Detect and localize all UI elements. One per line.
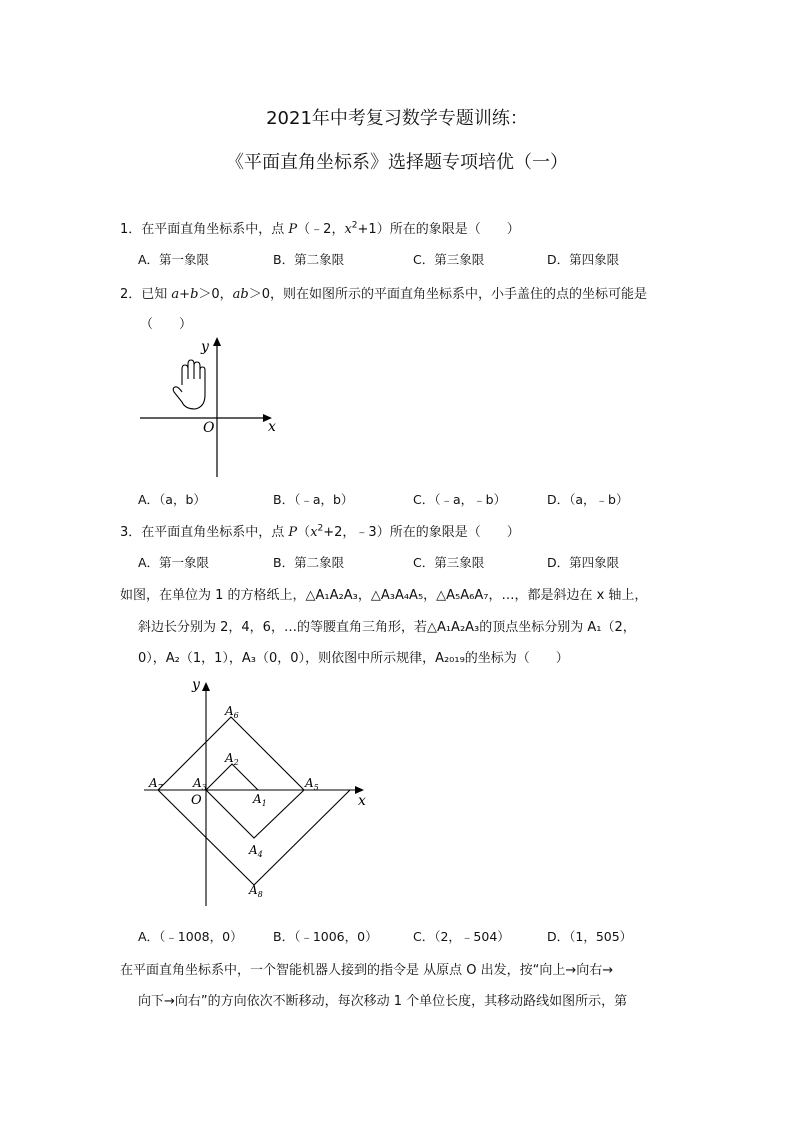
label-a6: $A_6$	[225, 704, 239, 720]
q2-option-b[interactable]: B．（﹣a，b）	[273, 492, 354, 507]
origin-label: O	[191, 793, 202, 808]
q4-option-b[interactable]: B．（﹣1006，0）	[273, 929, 378, 944]
title-line-2: 《平面直角坐标系》选择题专项培优（一）	[226, 152, 568, 173]
superscript: 2	[351, 220, 358, 231]
title-line-1: 2021年中考复习数学专题训练：	[266, 108, 528, 129]
question-number: 1．	[120, 222, 142, 237]
var-p: P	[288, 222, 298, 237]
question-4-line-2: 斜边长分别为 2，4，6，…的等腰直角三角形，若△A₁A₂A₃的顶点坐标分别为 A₁（2，	[138, 620, 636, 635]
question-text: ＞0，	[198, 287, 233, 302]
question-4-line-3: 0），A₂（1，1），A₃（0，0），则依图中所示规律，A₂₀₁₉的坐标为（ ）	[138, 651, 569, 666]
question-text: +2，﹣3）所在的象限是（ ）	[323, 525, 520, 540]
question-4-line-1: 如图，在单位为 1 的方格纸上，△A₁A₂A₃，△A₃A₄A₅，△A₅A₆A₇，…，都是斜边在 x 轴上，	[120, 588, 648, 603]
q4-option-c[interactable]: C．（2，﹣504）	[413, 929, 510, 944]
answer-paren: （ ）	[140, 317, 193, 332]
condition-2: ab	[232, 287, 249, 302]
question-2	[120, 283, 647, 302]
q1-option-c[interactable]: C．第三象限	[413, 252, 485, 267]
question-text: 在平面直角坐标系中，点	[141, 525, 289, 540]
q2-option-c[interactable]: C．（﹣a，﹣b）	[413, 492, 507, 507]
condition-1: a+b	[171, 287, 199, 302]
question-3	[120, 521, 520, 540]
question-5-line-1: 在平面直角坐标系中，一个智能机器人接到的指令是 从原点 O 出发，按“向上→向右→	[120, 963, 614, 978]
triangle-1	[206, 764, 258, 790]
question-1	[120, 218, 520, 237]
q3-option-c[interactable]: C．第三象限	[413, 555, 485, 570]
label-a4: $A_4$	[249, 843, 263, 859]
q1-option-a[interactable]: A．第一象限	[138, 252, 210, 267]
superscript: 2	[317, 523, 324, 534]
label-a3: $A_3$	[193, 776, 207, 792]
label-a8: $A_8$	[249, 883, 263, 899]
question-text: +1）所在的象限是（ ）	[357, 222, 520, 237]
label-a1: $A_1$	[253, 792, 267, 808]
q4-figure	[138, 672, 388, 912]
q3-option-a[interactable]: A．第一象限	[138, 555, 210, 570]
q2-option-d[interactable]: D．（a，﹣b）	[547, 492, 629, 507]
label-a2: $A_2$	[225, 751, 239, 767]
q1-option-d[interactable]: D．第四象限	[547, 252, 620, 267]
var-p: P	[288, 525, 298, 540]
q2-figure	[138, 335, 288, 480]
q3-option-b[interactable]: B．第二象限	[273, 555, 345, 570]
question-text: 在平面直角坐标系中，点	[141, 222, 289, 237]
question-5-line-2: 向下→向右”的方向依次不断移动，每次移动 1 个单位长度，其移动路线如图所示，第	[138, 994, 628, 1009]
origin-label: O	[203, 420, 215, 436]
question-text: 已知	[141, 287, 172, 302]
label-a7: $A_7$	[149, 776, 163, 792]
question-text: （﹣2，	[297, 222, 345, 237]
q4-option-a[interactable]: A．（﹣1008，0）	[138, 929, 243, 944]
q1-option-b[interactable]: B．第二象限	[273, 252, 345, 267]
question-number: 3．	[120, 525, 142, 540]
y-axis-label: y	[192, 677, 200, 693]
q4-option-d[interactable]: D．（1，505）	[547, 929, 633, 944]
question-text: ＞0，则在如图所示的平面直角坐标系中，小手盖住的点的坐标可能是	[248, 287, 648, 302]
label-a5: $A_5$	[305, 776, 319, 792]
x-axis-label: x	[268, 419, 276, 435]
x-axis-label: x	[358, 793, 366, 809]
q2-option-a[interactable]: A．（a，b）	[138, 492, 206, 507]
question-number: 2．	[120, 287, 142, 302]
question-text: （	[297, 525, 311, 540]
var-x: x	[310, 525, 318, 540]
y-axis-arrow	[202, 682, 210, 691]
hand-icon	[173, 360, 205, 409]
q3-option-d[interactable]: D．第四象限	[547, 555, 620, 570]
y-axis-label: y	[201, 339, 209, 355]
var-x: x	[344, 222, 352, 237]
y-axis-arrow	[213, 337, 221, 346]
